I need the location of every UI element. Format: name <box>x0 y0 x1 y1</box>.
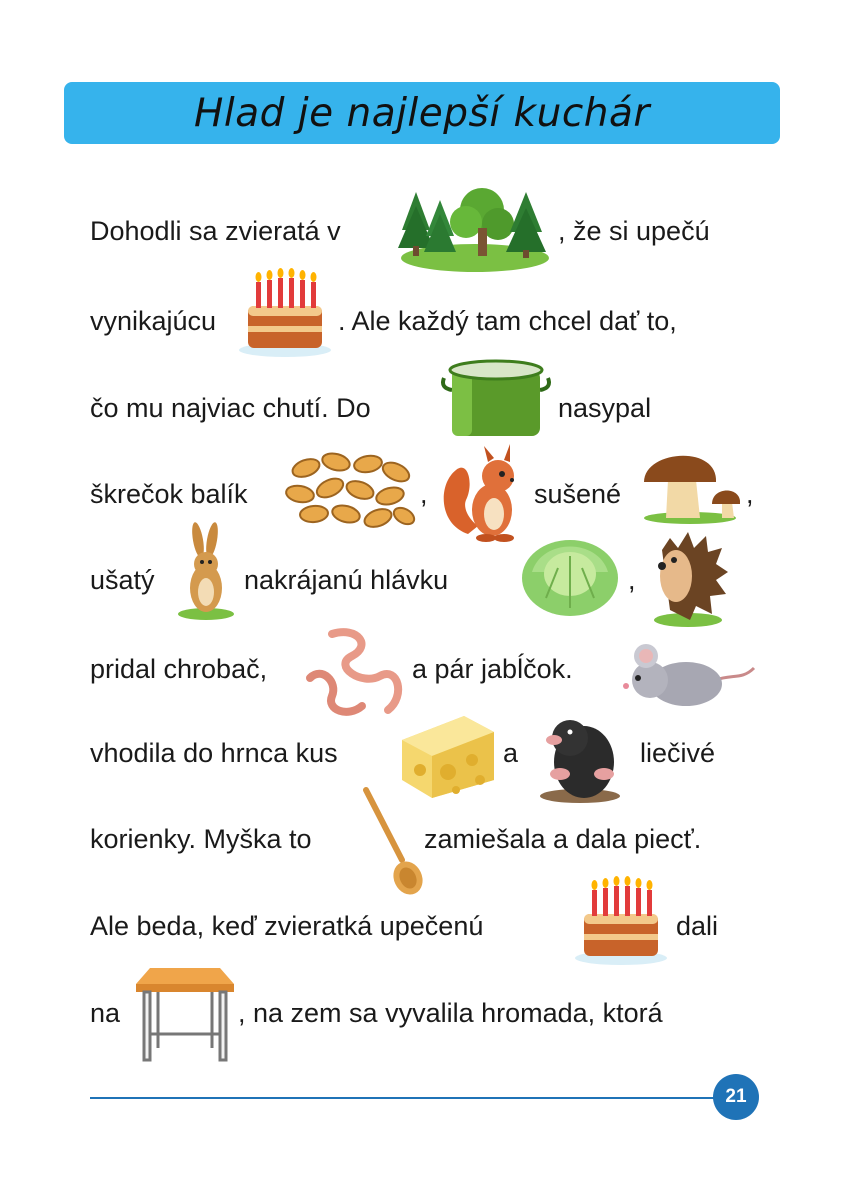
story-text: nasypal <box>558 393 652 423</box>
story-text: , <box>420 479 428 509</box>
story-text: liečivé <box>640 738 716 768</box>
story-text: nakrájanú hlávku <box>244 565 449 595</box>
story-text: , na zem sa vyvalila hromada, ktorá <box>238 998 663 1028</box>
worms-icon <box>302 626 412 722</box>
story-text: dali <box>676 911 719 941</box>
mole-icon <box>530 708 630 804</box>
forest-icon <box>396 182 554 274</box>
table-icon <box>132 958 238 1064</box>
story-text: a <box>503 738 519 768</box>
mouse-icon <box>616 634 756 716</box>
story-text: ušatý <box>90 565 155 595</box>
story-text: a pár jabĺčok. <box>412 654 573 684</box>
mushroom-icon <box>638 440 740 526</box>
story-text: škrečok balík <box>90 479 248 509</box>
story-text: na <box>90 998 121 1028</box>
story-text: korienky. Myška to <box>90 824 312 854</box>
hare-icon <box>176 522 236 620</box>
story-text: pridal chrobač, <box>90 654 268 684</box>
title-bar <box>64 82 780 144</box>
story-text: Dohodli sa zvieratá v <box>90 216 341 246</box>
story-text: , že si upečú <box>558 216 710 246</box>
story-text: vhodila do hrnca kus <box>90 738 338 768</box>
story-text: čo mu najviac chutí. Do <box>90 393 371 423</box>
cabbage-icon <box>518 528 622 620</box>
story-text: . Ale každý tam chcel dať to, <box>338 306 677 336</box>
wooden-spoon-icon <box>356 786 426 898</box>
grain-icon <box>284 448 418 530</box>
story-text: , <box>628 565 636 595</box>
cake-icon <box>236 266 334 358</box>
hedgehog-icon <box>648 530 728 628</box>
story-text: Ale beda, keď zvieratká upečenú <box>90 911 484 941</box>
story-text: zamiešala a dala piecť. <box>424 824 702 854</box>
footer-rule <box>90 1097 722 1099</box>
page-title: Hlad je najlepší kuchár <box>194 90 650 136</box>
page-number: 21 <box>713 1074 759 1120</box>
pot-icon <box>440 356 552 440</box>
squirrel-icon <box>438 444 524 544</box>
cake-icon <box>572 874 670 966</box>
story-text: sušené <box>534 479 622 509</box>
story-text: , <box>746 479 754 509</box>
story-text: vynikajúcu <box>90 306 217 336</box>
